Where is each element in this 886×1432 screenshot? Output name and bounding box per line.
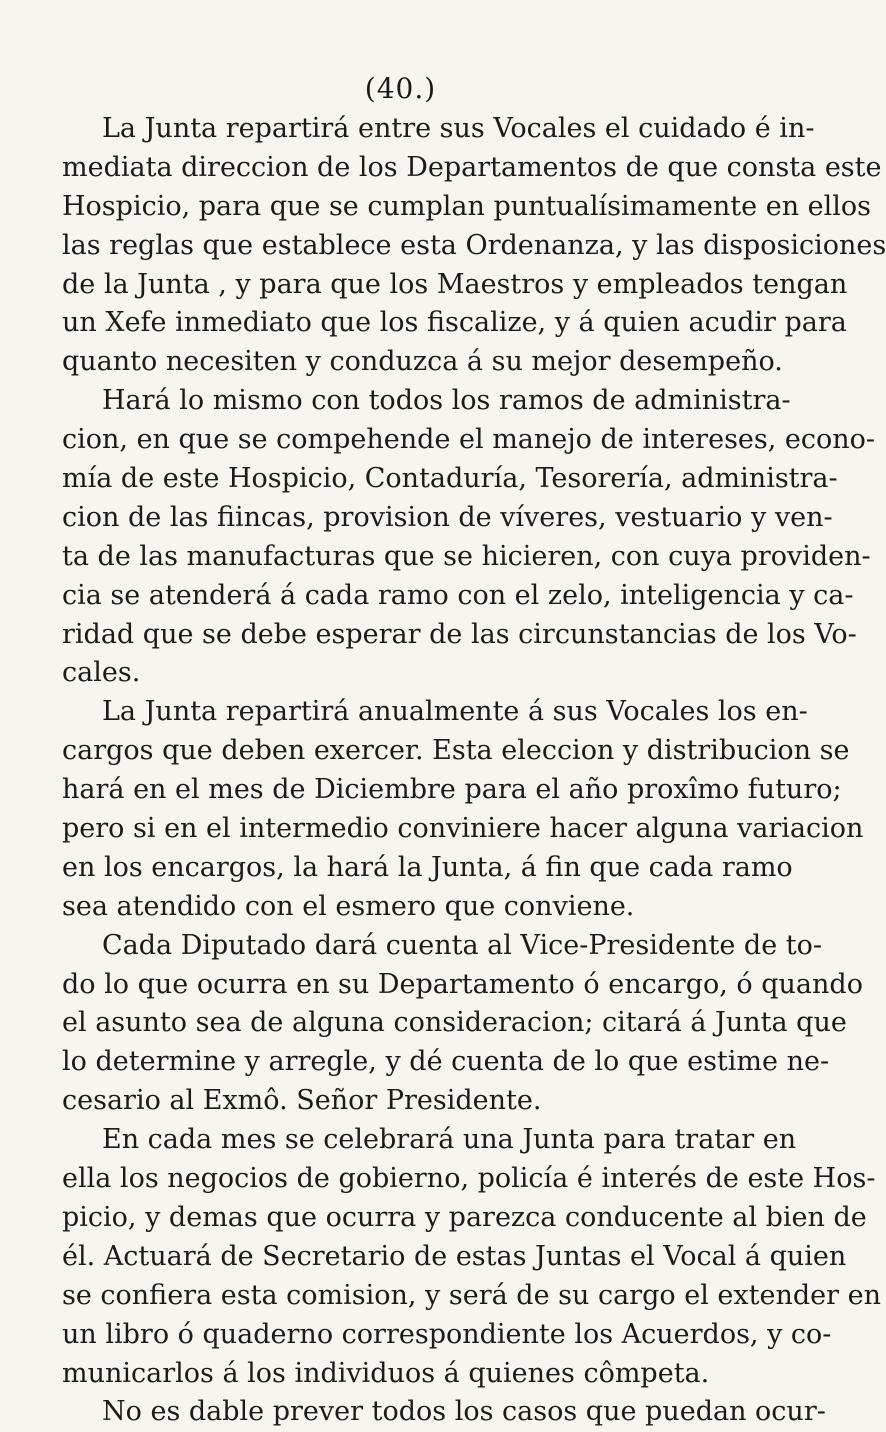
text-line: Cada Diputado dará cuenta al Vice-Presidente de to- bbox=[102, 929, 822, 961]
text-line: las reglas que establece esta Ordenanza, y las disposiciones bbox=[62, 229, 886, 261]
text-line: lo determine y arregle, y dé cuenta de lo que estime ne- bbox=[62, 1046, 830, 1078]
text-line: pero si en el intermedio conviniere hacer alguna variacion bbox=[62, 813, 864, 845]
text-line: cesario al Exmô. Señor Presidente. bbox=[62, 1085, 542, 1117]
text-line: do lo que ocurra en su Departamento ó encargo, ó quando bbox=[62, 968, 863, 1000]
text-line: cales. bbox=[62, 657, 141, 689]
text-line: mía de este Hospicio, Contaduría, Tesorería, administra- bbox=[62, 463, 838, 495]
text-line: picio, y demas que ocurra y parezca conducente al bien de bbox=[62, 1201, 867, 1233]
text-line: La Junta repartirá entre sus Vocales el cuidado é in- bbox=[102, 113, 815, 144]
text-line: ta de las manufacturas que se hicieren, con cuya providen- bbox=[62, 540, 871, 572]
text-line: No es dable prever todos los casos que puedan ocur- bbox=[102, 1396, 826, 1428]
text-line: un libro ó quaderno correspondiente los Acuerdos, y co- bbox=[62, 1318, 832, 1350]
text-line: ella los negocios de gobierno, policía é interés de este Hos- bbox=[62, 1163, 876, 1195]
text-line: municarlos á los individuos á quienes cômpeta. bbox=[62, 1357, 710, 1389]
text-line: cia se atenderá á cada ramo con el zelo, inteligencia y ca- bbox=[62, 579, 854, 611]
text-line: se confiera esta comision, y será de su cargo el extender en bbox=[62, 1279, 881, 1311]
text-line: el asunto sea de alguna consideracion; citará á Junta que bbox=[62, 1007, 847, 1039]
text-line: en los encargos, la hará la Junta, á fin que cada ramo bbox=[62, 851, 793, 883]
text-line: quanto necesiten y conduzca á su mejor desempeño. bbox=[62, 346, 783, 378]
text-line: Hará lo mismo con todos los ramos de administra- bbox=[102, 385, 791, 417]
page-number: (40.) bbox=[364, 72, 437, 105]
text-line: hará en el mes de Diciembre para el año proxîmo futuro; bbox=[62, 774, 842, 806]
text-line: mediata direccion de los Departamentos de que consta este bbox=[62, 151, 882, 183]
text-line: ridad que se debe esperar de las circunstancias de los Vo- bbox=[62, 618, 857, 650]
text-line: cargos que deben exercer. Esta eleccion y distribucion se bbox=[62, 735, 850, 767]
text-line: de la Junta , y para que los Maestros y empleados tengan bbox=[62, 268, 848, 300]
text-line: Hospicio, para que se cumplan puntualísimamente en ellos bbox=[62, 190, 872, 222]
text-line: él. Actuará de Secretario de estas Juntas el Vocal á quien bbox=[62, 1240, 847, 1272]
text-line: En cada mes se celebrará una Junta para tratar en bbox=[102, 1124, 797, 1156]
text-line: un Xefe inmediato que los fiscalize, y á quien acudir para bbox=[62, 307, 847, 339]
text-line: La Junta repartirá anualmente á sus Vocales los en- bbox=[102, 696, 808, 728]
text-line: cion, en que se compehende el manejo de intereses, econo- bbox=[62, 424, 876, 456]
body-text bbox=[62, 110, 886, 1432]
text-line: sea atendido con el esmero que conviene. bbox=[62, 890, 635, 922]
text-line: cion de las fiincas, provision de víveres, vestuario y ven- bbox=[62, 501, 833, 533]
